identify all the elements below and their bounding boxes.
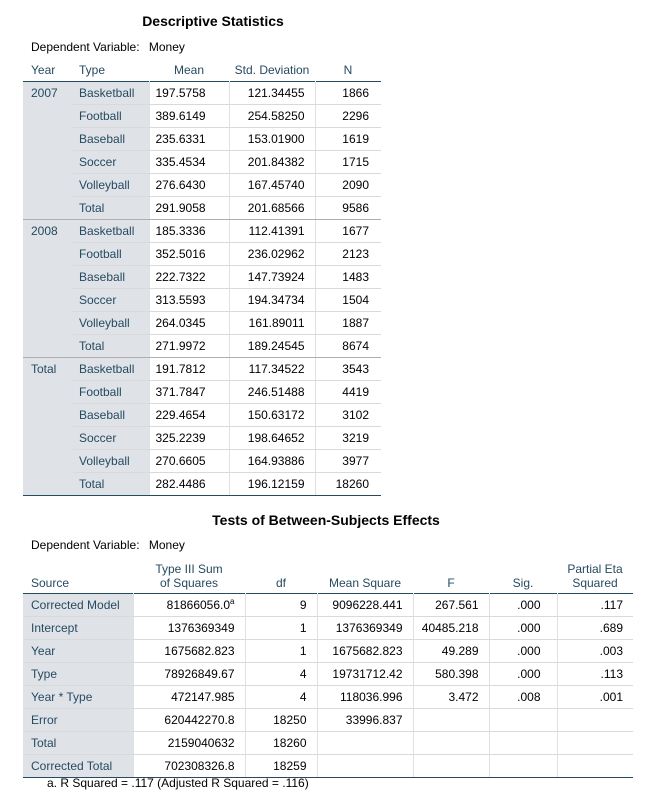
type-label: Basketball [73, 220, 149, 243]
df-value: 18250 [245, 708, 317, 731]
header-ss-line2: of Squares [159, 575, 219, 590]
header-ss-line1: Type III Sum [155, 561, 223, 576]
table-row [23, 105, 381, 128]
header-eta-line2: Squared [572, 575, 618, 590]
mean-value: 264.0345 [149, 312, 229, 335]
source-label: Corrected Model [23, 593, 133, 616]
header-f: F [447, 575, 455, 590]
type-label: Baseball [73, 266, 149, 289]
mean-value: 352.5016 [149, 243, 229, 266]
type-label: Basketball [73, 358, 149, 381]
table-row [23, 616, 633, 639]
header-n: N [343, 63, 353, 77]
partial-eta-value [557, 731, 633, 754]
type-label: Soccer [73, 289, 149, 312]
table-row [23, 450, 381, 473]
partial-eta-value: .689 [557, 616, 633, 639]
f-value: 3.472 [413, 685, 489, 708]
type-label: Soccer [73, 427, 149, 450]
mean-square-value: 9096228.441 [317, 593, 413, 616]
sum-of-squares-text: 78926849.67 [164, 666, 235, 681]
n-value: 8674 [315, 335, 381, 358]
type-label: Football [73, 381, 149, 404]
df-value: 18259 [245, 754, 317, 777]
f-value: 49.289 [413, 639, 489, 662]
dv-label: Dependent Variable: [31, 40, 140, 54]
df-value: 1 [245, 616, 317, 639]
table-row [23, 174, 381, 197]
year-label: Total [23, 358, 73, 496]
mean-value: 185.3336 [149, 220, 229, 243]
dv-value: Money [148, 538, 185, 552]
mean-value: 389.6149 [149, 105, 229, 128]
std-deviation-value: 194.34734 [229, 289, 315, 312]
sum-of-squares-value [133, 616, 245, 639]
mean-value: 282.4486 [149, 473, 229, 496]
std-deviation-value: 153.01900 [229, 128, 315, 151]
f-value: 40485.218 [413, 616, 489, 639]
mean-square-value: 1376369349 [317, 616, 413, 639]
table-row [23, 312, 381, 335]
sig-value: .000 [489, 593, 557, 616]
std-deviation-value: 147.73924 [229, 266, 315, 289]
header-mean-square: Mean Square [328, 575, 402, 590]
mean-square-value [317, 731, 413, 754]
n-value: 4419 [315, 381, 381, 404]
n-value: 3977 [315, 450, 381, 473]
df-value: 1 [245, 639, 317, 662]
table-row [23, 381, 381, 404]
std-deviation-value: 117.34522 [229, 358, 315, 381]
std-deviation-value: 167.45740 [229, 174, 315, 197]
header-year: Year [31, 63, 56, 77]
tests-footnote: a. R Squared = .117 (Adjusted R Squared = .116) [47, 776, 309, 790]
df-value: 4 [245, 662, 317, 685]
n-value: 1715 [315, 151, 381, 174]
partial-eta-value [557, 754, 633, 777]
sum-of-squares-value [133, 731, 245, 754]
table-row [23, 685, 633, 708]
sum-of-squares-text: 620442270.8 [164, 712, 235, 727]
sum-of-squares-text: 1675682.823 [164, 643, 235, 658]
sig-value: .000 [489, 639, 557, 662]
sum-of-squares-value [133, 662, 245, 685]
header-source: Source [31, 575, 70, 590]
header-eta-line1: Partial Eta [567, 561, 623, 576]
n-value: 1483 [315, 266, 381, 289]
n-value: 1866 [315, 82, 381, 105]
table-row [23, 82, 381, 105]
year-label: 2007 [23, 82, 73, 220]
type-label: Basketball [73, 82, 149, 105]
mean-value: 291.9058 [149, 197, 229, 220]
header-sig: Sig. [512, 575, 534, 590]
table-row [23, 266, 381, 289]
df-value: 9 [245, 593, 317, 616]
source-label: Type [23, 662, 133, 685]
sum-of-squares-value [133, 754, 245, 777]
header-mean: Mean [173, 63, 205, 77]
dv-label: Dependent Variable: [31, 538, 140, 552]
sum-of-squares-text: 702308326.8 [164, 758, 235, 773]
mean-value: 191.7812 [149, 358, 229, 381]
mean-value: 271.9972 [149, 335, 229, 358]
table-row [23, 473, 381, 496]
n-value: 1504 [315, 289, 381, 312]
table-row [23, 404, 381, 427]
type-label: Football [73, 105, 149, 128]
sig-value [489, 731, 557, 754]
dv-value: Money [148, 40, 185, 54]
table-row [23, 197, 381, 220]
type-label: Baseball [73, 128, 149, 151]
type-label: Volleyball [73, 312, 149, 335]
table-row [23, 754, 633, 777]
sum-of-squares-text: 472147.985 [171, 689, 235, 704]
mean-value: 335.4534 [149, 151, 229, 174]
std-deviation-value: 189.24545 [229, 335, 315, 358]
descriptive-table [23, 59, 381, 496]
tests-dependent-variable [31, 538, 185, 552]
partial-eta-value: .003 [557, 639, 633, 662]
mean-value: 276.6430 [149, 174, 229, 197]
table-row [23, 708, 633, 731]
header-sum-of-squares [133, 557, 245, 593]
mean-value: 229.4654 [149, 404, 229, 427]
source-label: Error [23, 708, 133, 731]
source-label: Total [23, 731, 133, 754]
type-label: Total [73, 335, 149, 358]
table-row [23, 243, 381, 266]
std-deviation-value: 121.34455 [229, 82, 315, 105]
f-value [413, 754, 489, 777]
sig-value: .000 [489, 616, 557, 639]
sum-of-squares-text: 2159040632 [167, 735, 235, 750]
type-label: Football [73, 243, 149, 266]
type-label: Volleyball [73, 174, 149, 197]
mean-value: 325.2239 [149, 427, 229, 450]
mean-square-value: 19731712.42 [317, 662, 413, 685]
source-label: Year [23, 639, 133, 662]
sum-of-squares-value [133, 593, 245, 616]
std-deviation-value: 246.51488 [229, 381, 315, 404]
table-row [23, 358, 381, 381]
type-label: Total [73, 197, 149, 220]
table-row [23, 593, 633, 616]
mean-value: 371.7847 [149, 381, 229, 404]
table-row [23, 151, 381, 174]
type-label: Soccer [73, 151, 149, 174]
n-value: 2123 [315, 243, 381, 266]
mean-value: 235.6331 [149, 128, 229, 151]
n-value: 3102 [315, 404, 381, 427]
descriptive-title: Descriptive Statistics [142, 13, 284, 29]
std-deviation-value: 164.93886 [229, 450, 315, 473]
table-row [23, 128, 381, 151]
table-row [23, 662, 633, 685]
std-deviation-value: 198.64652 [229, 427, 315, 450]
sum-of-squares-text: 1376369349 [167, 620, 235, 635]
df-value: 4 [245, 685, 317, 708]
std-deviation-value: 236.02962 [229, 243, 315, 266]
table-row [23, 639, 633, 662]
n-value: 2090 [315, 174, 381, 197]
n-value: 18260 [315, 473, 381, 496]
source-label: Year * Type [23, 685, 133, 708]
n-value: 2296 [315, 105, 381, 128]
n-value: 3543 [315, 358, 381, 381]
std-deviation-value: 150.63172 [229, 404, 315, 427]
std-deviation-value: 112.41391 [229, 220, 315, 243]
sum-of-squares-text: 81866056.0 [166, 598, 231, 612]
mean-square-value: 33996.837 [317, 708, 413, 731]
sig-value [489, 708, 557, 731]
descriptive-dependent-variable [31, 40, 185, 54]
table-row [23, 427, 381, 450]
type-label: Volleyball [73, 450, 149, 473]
std-deviation-value: 196.12159 [229, 473, 315, 496]
partial-eta-value: .117 [557, 593, 633, 616]
table-row [23, 220, 381, 243]
n-value: 9586 [315, 197, 381, 220]
n-value: 1677 [315, 220, 381, 243]
year-label: 2008 [23, 220, 73, 358]
type-label: Baseball [73, 404, 149, 427]
mean-value: 222.7322 [149, 266, 229, 289]
df-value: 18260 [245, 731, 317, 754]
header-type: Type [79, 63, 106, 77]
n-value: 1887 [315, 312, 381, 335]
mean-value: 313.5593 [149, 289, 229, 312]
header-df: df [275, 575, 286, 590]
partial-eta-value: .113 [557, 662, 633, 685]
header-partial-eta [557, 557, 633, 593]
std-deviation-value: 201.68566 [229, 197, 315, 220]
sum-of-squares-value [133, 708, 245, 731]
sum-of-squares-value [133, 639, 245, 662]
f-value: 580.398 [413, 662, 489, 685]
table-row [23, 335, 381, 358]
mean-square-value [317, 754, 413, 777]
sig-value: .000 [489, 662, 557, 685]
std-deviation-value: 161.89011 [229, 312, 315, 335]
sum-of-squares-value [133, 685, 245, 708]
mean-square-value: 118036.996 [317, 685, 413, 708]
sig-value [489, 754, 557, 777]
tests-title: Tests of Between-Subjects Effects [212, 512, 440, 528]
type-label: Total [73, 473, 149, 496]
mean-value: 197.5758 [149, 82, 229, 105]
tests-table [23, 557, 633, 778]
header-std-deviation: Std. Deviation [234, 63, 310, 77]
std-deviation-value: 201.84382 [229, 151, 315, 174]
f-value [413, 708, 489, 731]
mean-value: 270.6605 [149, 450, 229, 473]
sig-value: .008 [489, 685, 557, 708]
f-value: 267.561 [413, 593, 489, 616]
partial-eta-value [557, 708, 633, 731]
mean-square-value: 1675682.823 [317, 639, 413, 662]
source-label: Corrected Total [23, 754, 133, 777]
source-label: Intercept [23, 616, 133, 639]
f-value [413, 731, 489, 754]
footnote-marker: a [230, 597, 235, 606]
std-deviation-value: 254.58250 [229, 105, 315, 128]
n-value: 3219 [315, 427, 381, 450]
table-row [23, 289, 381, 312]
table-row [23, 731, 633, 754]
partial-eta-value: .001 [557, 685, 633, 708]
n-value: 1619 [315, 128, 381, 151]
